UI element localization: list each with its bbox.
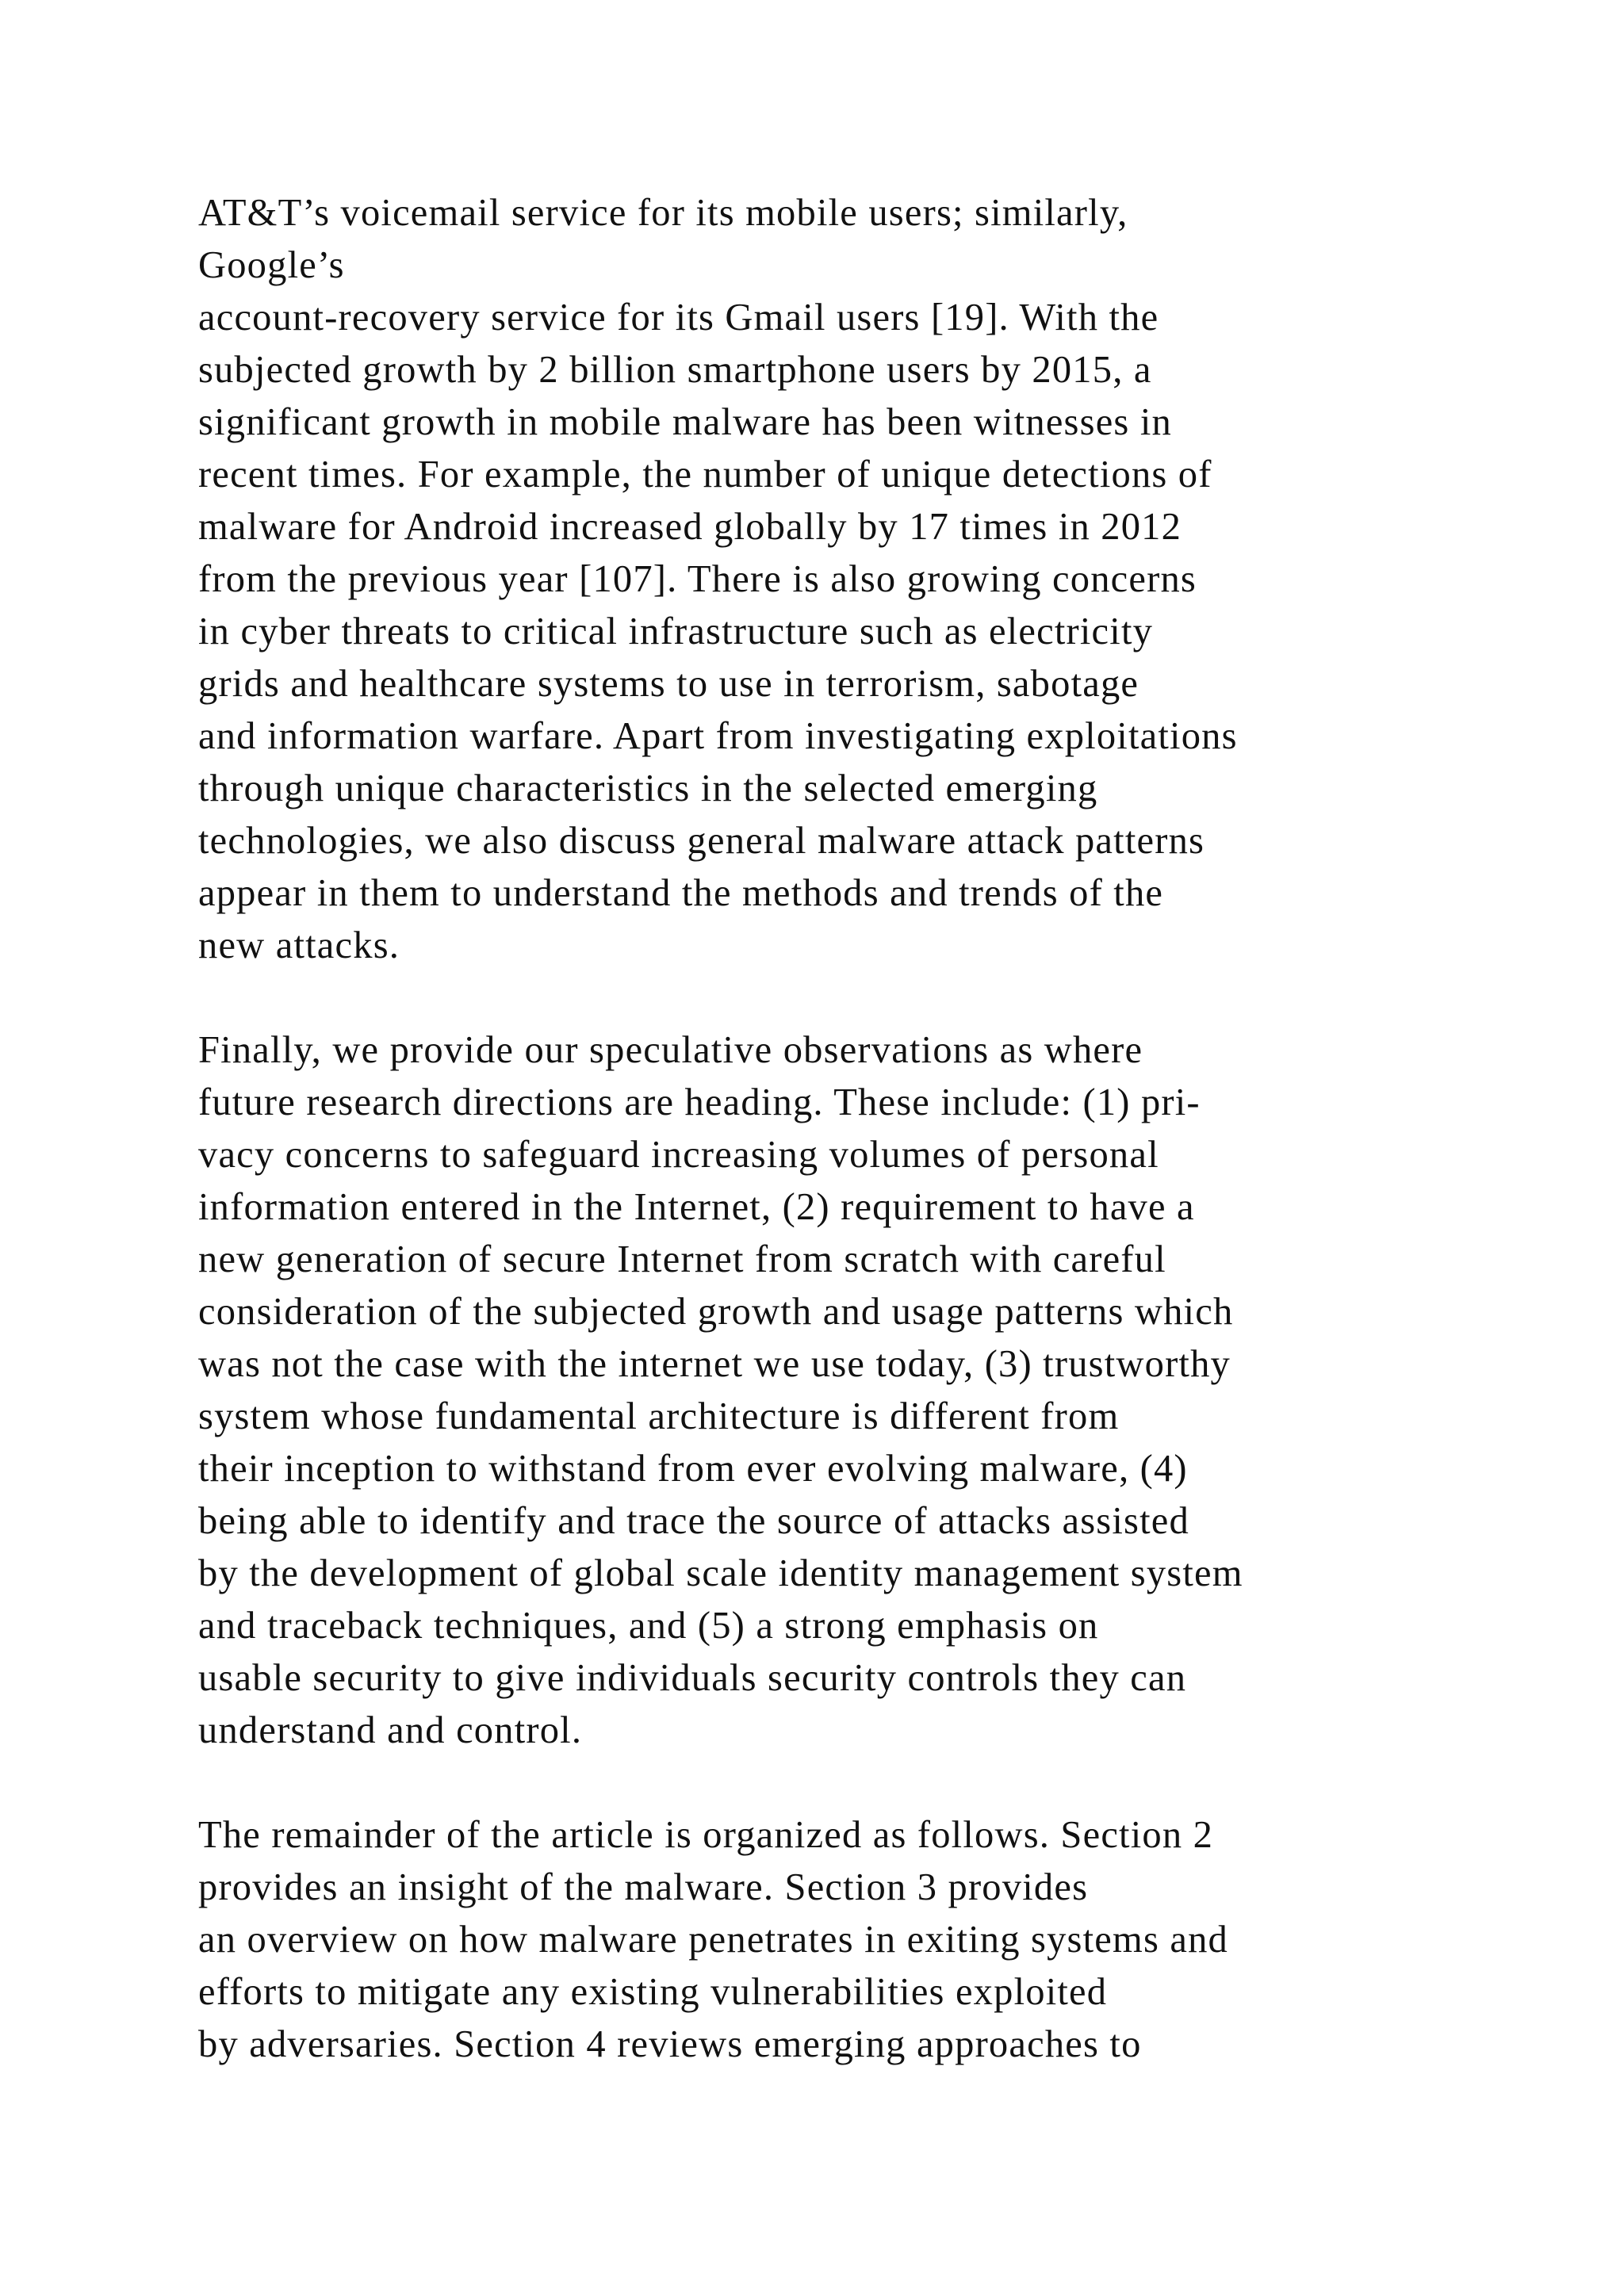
text-line: future research directions are heading. These include: (1) pri-	[198, 1081, 1201, 1123]
paragraph-gap	[198, 972, 1507, 1024]
paragraph-gap	[198, 1757, 1507, 1809]
text-line: Finally, we provide our speculative observations as where	[198, 1029, 1143, 1071]
text-line: account-recovery service for its Gmail users [19]. With the	[198, 297, 1159, 339]
text-line: being able to identify and trace the source of attacks assisted	[198, 1500, 1189, 1542]
text-line: efforts to mitigate any existing vulnerabilities exploited	[198, 1971, 1108, 2013]
text-line: system whose fundamental architecture is different from	[198, 1395, 1120, 1437]
text-line: through unique characteristics in the selected emerging	[198, 767, 1098, 809]
text-line: appear in them to understand the methods and trends of the	[198, 872, 1164, 914]
text-line: malware for Android increased globally by 17 times in 2012	[198, 506, 1182, 548]
text-line: consideration of the subjected growth and usage patterns which	[198, 1291, 1234, 1333]
text-line: their inception to withstand from ever evolving malware, (4)	[198, 1448, 1188, 1490]
text-line: subjected growth by 2 billion smartphone users by 2015, a	[198, 349, 1152, 391]
text-line: in cyber threats to critical infrastructure such as electricity	[198, 610, 1154, 652]
text-line: The remainder of the article is organized as follows. Section 2	[198, 1814, 1214, 1856]
text-line: Google’s	[198, 244, 345, 286]
paragraph-1	[198, 187, 1507, 972]
text-line: grids and healthcare systems to use in terrorism, sabotage	[198, 663, 1139, 705]
text-line: significant growth in mobile malware has been witnesses in	[198, 401, 1172, 443]
body-text	[198, 187, 1507, 2071]
text-line: an overview on how malware penetrates in exiting systems and	[198, 1919, 1228, 1961]
text-line: AT&T’s voicemail service for its mobile users; similarly,	[198, 192, 1128, 234]
text-line: by adversaries. Section 4 reviews emerging approaches to	[198, 2023, 1142, 2065]
text-line: was not the case with the internet we use today, (3) trustworthy	[198, 1343, 1231, 1385]
text-line: new generation of secure Internet from scratch with careful	[198, 1238, 1166, 1280]
text-line: provides an insight of the malware. Section 3 provides	[198, 1866, 1089, 1908]
text-line: vacy concerns to safeguard increasing volumes of personal	[198, 1134, 1159, 1176]
text-line: recent times. For example, the number of unique detections of	[198, 453, 1212, 496]
text-line: and information warfare. Apart from investigating exploitations	[198, 715, 1238, 757]
text-line: new attacks.	[198, 924, 400, 966]
text-line: information entered in the Internet, (2) requirement to have a	[198, 1186, 1195, 1228]
paragraph-2	[198, 1024, 1507, 1757]
text-line: technologies, we also discuss general malware attack patterns	[198, 820, 1205, 862]
text-line: usable security to give individuals security controls they can	[198, 1657, 1187, 1699]
text-line: by the development of global scale identity management system	[198, 1552, 1243, 1594]
text-line: and traceback techniques, and (5) a strong emphasis on	[198, 1605, 1099, 1647]
text-line: understand and control.	[198, 1709, 583, 1751]
text-line: from the previous year [107]. There is also growing concerns	[198, 558, 1197, 600]
paragraph-3	[198, 1809, 1507, 2071]
